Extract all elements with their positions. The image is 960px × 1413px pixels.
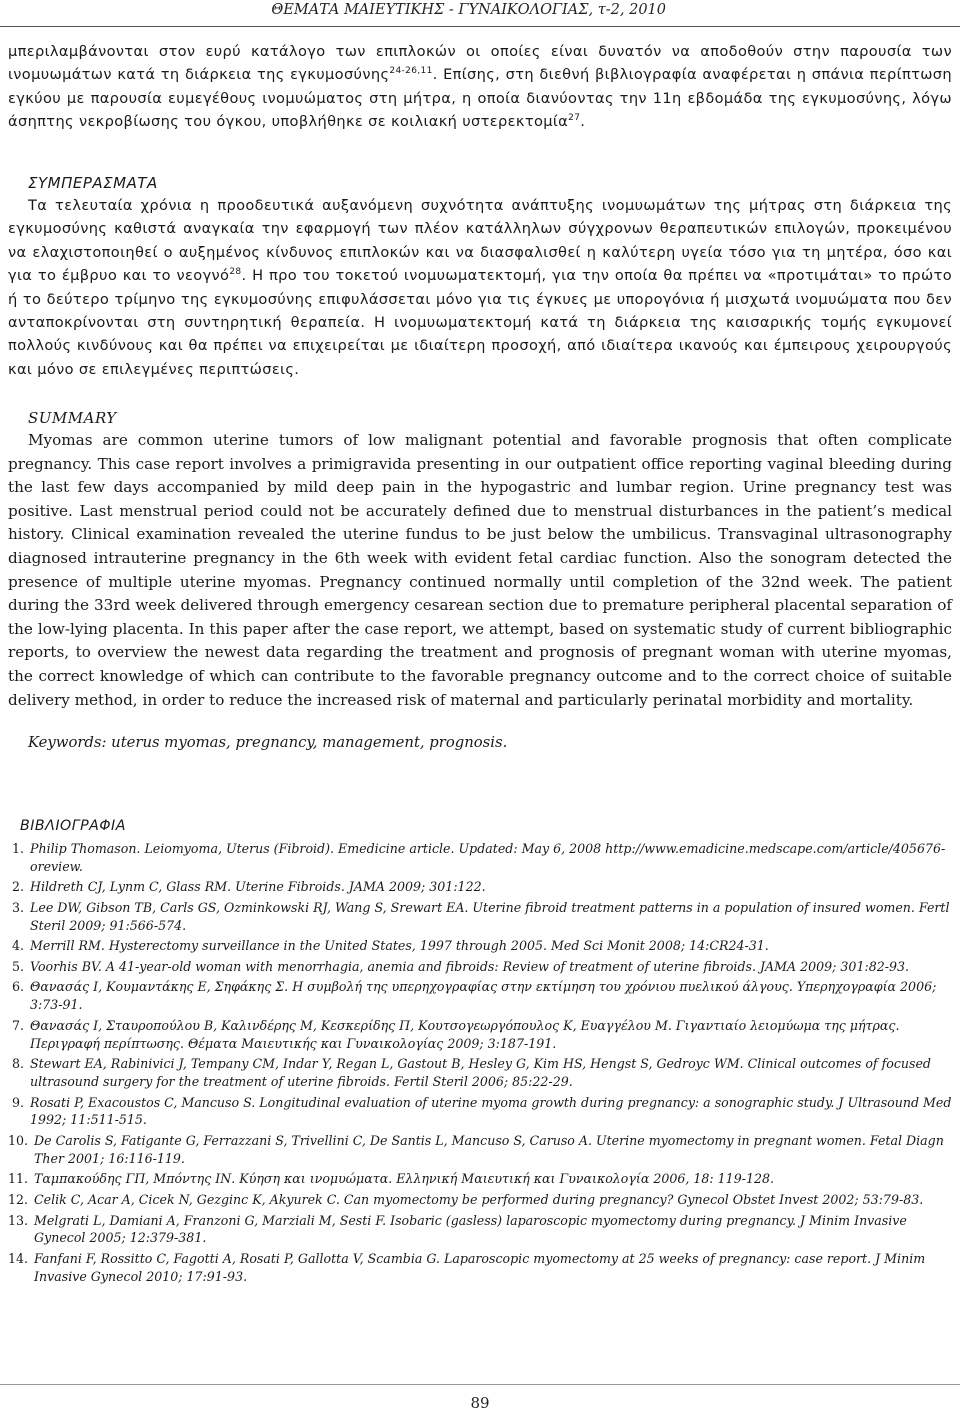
conclusions-section [8, 172, 952, 381]
reference-text: Hildreth CJ, Lynm C, Glass RM. Uterine Fibroids. JAMA 2009; 301:122. [30, 879, 486, 895]
intro-paragraph [8, 40, 952, 134]
reference-number: 5. [11, 958, 24, 974]
summary-paragraph: Myomas are common uterine tumors of low malignant potential and favorable prognosis that often complicate pregnancy. This case report involves a primigravida presenting in our outpatient office reporting vaginal bleeding during the last few days accompanied by mild deep pain in the hypogastric and lumbar region. Urine pregnancy test was positive. Last menstrual period could not be accurately defined due to menstrual disturbances in the patient’s medical history. Clinical examination revealed the uterine fundus to be just below the umbilicus. Transvaginal ultrasonography diagnosed intrauterine pregnancy in the 6th week with evident fetal cardiac function. Also the sonogram detected the presence of multiple uterine myomas. Pregnancy continued normally until completion of the 32nd week. The patient during the 33rd week delivered through emergency cesarean section due to premature peripheral placental separation of the low-lying placenta. In this paper after the case report, we attempt, based on systematic study of current bibliographic reports, to overview the newest data regarding the treatment and prognosis of pregnant woman with uterine myomas, the correct knowledge of which can contribute to the favorable pregnancy outcome and to the correct choice of suitable delivery method, in order to reduce the increased risk of maternal and particularly perinatal morbidity and mortality. [8, 431, 952, 709]
citation-sup: 27 [568, 113, 581, 124]
footer-rule [0, 1384, 960, 1385]
running-header: ΘΕΜΑΤΑ ΜΑΙΕΥΤΙΚΗΣ - ΓΥΝΑΙΚΟΛΟΓΙΑΣ, τ-2, 2010 [271, 2, 666, 18]
reference-text: Θανασάς Ι, Σταυροπούλου Β, Καλινδέρης Μ, Κεσκερίδης Π, Κουτσογεωργόπουλος Κ, Ευαγγέλου Μ. Γιγαντιαίο λειομύωμα της μήτρας. Περιγραφή περίπτωσης. Θέματα Μαιευτικής και Γυναικολογίας 2009; 3:187-191. [30, 1017, 900, 1051]
reference-item [8, 1055, 952, 1091]
reference-item [8, 1132, 952, 1168]
reference-text: Fanfani F, Rossitto C, Fagotti A, Rosati P, Gallotta V, Scambia G. Laparoscopic myomectomy at 25 weeks of pregnancy: case report. J Minim Invasive Gynecol 2010; 17:91-93. [34, 1250, 926, 1284]
reference-text: Philip Thomason. Leiomyoma, Uterus (Fibroid). Emedicine article. Updated: May 6, 2008 http://www.emadicine.medscape.com/article/405676-oreview. [30, 840, 946, 874]
reference-item [8, 899, 952, 935]
reference-item [8, 878, 952, 896]
intro-text-c: . [580, 113, 586, 131]
reference-item [8, 1191, 952, 1209]
reference-item [8, 958, 952, 976]
reference-item [8, 978, 952, 1014]
conclusions-text-b: . Η προ του τοκετού ινομυωματεκτομή, για την οποία θα πρέπει να «προτιμάται» το πρώτο ή το δεύτερο τρίμηνο της εγκυμοσύνης επιφυλάσσεται μόνο για τις έγκυες με υπορογόνια ή μισχωτά ινομυώματα που δεν ανταποκρίνονται στη συντηρητική θεραπεία. Η ινομυωματεκτομή κατά τη διάρκεια της καισαρικής τομής εγκυμονεί πολλούς κινδύνους και θα πρέπει να επιχειρείται με ιδιαίτερη προσοχή, από ιδιαίτερα ικανούς και έμπειρους χειρουργούς και μόνο σε επιλεγμένες περιπτώσεις. [8, 267, 952, 378]
citation-sup: 28 [229, 267, 242, 278]
conclusions-paragraph [8, 194, 952, 381]
header-rule [0, 26, 960, 27]
reference-number: 1. [11, 840, 24, 856]
reference-text: Rosati P, Exacoustos C, Mancuso S. Longitudinal evaluation of uterine myoma growth during pregnancy: a sonographic study. J Ultrasound Med 1992; 11:511-515. [30, 1094, 952, 1128]
reference-item [8, 1170, 952, 1188]
reference-number: 2. [11, 879, 24, 895]
reference-text: Ταμπακούδης ΓΠ, Μπόντης ΙΝ. Κύηση και ινομυώματα. Ελληνική Μαιευτική και Γυναικολογία 2006, 18: 119-128. [34, 1171, 775, 1187]
reference-item [8, 937, 952, 955]
summary-heading: SUMMARY [28, 409, 117, 427]
keywords: Keywords: uterus myomas, pregnancy, management, prognosis. [28, 734, 508, 752]
references-list [8, 840, 952, 1286]
reference-text: Merrill RM. Hysterectomy surveillance in the United States, 1997 through 2005. Med Sci Monit 2008; 14:CR24-31. [30, 938, 769, 954]
reference-item [8, 1212, 952, 1248]
reference-text: Celik C, Acar A, Cicek N, Gezginc K, Akyurek C. Can myomectomy be performed during pregnancy? Gynecol Obstet Invest 2002; 53:79-83. [34, 1191, 924, 1207]
reference-text: De Carolis S, Fatigante G, Ferrazzani S, Trivellini C, De Santis L, Mancuso S, Caruso A. Uterine myomectomy in pregnant women. Fetal Diagn Ther 2001; 16:116-119. [34, 1132, 944, 1166]
reference-number: 14. [8, 1250, 29, 1266]
reference-text: Melgrati L, Damiani A, Franzoni G, Marziali M, Sesti F. Isobaric (gasless) laparoscopic myomectomy during pregnancy. J Minim Invasive Gynecol 2005; 12:379-381. [34, 1212, 907, 1246]
conclusions-heading: ΣΥΜΠΕΡΑΣΜΑΤΑ [28, 174, 158, 192]
reference-text: Θανασάς Ι, Κουμαντάκης Ε, Σηφάκης Σ. Η συμβολή της υπερηχογραφίας στην εκτίμηση του χρόνιου πυελικού άλγους. Υπερηχογραφία 2006; 3:73-91. [30, 979, 937, 1013]
reference-text: Stewart EA, Rabinivici J, Tempany CM, Indar Y, Regan L, Gastout B, Hesley G, Kim HS, Hengst S, Gedroyc WM. Clinical outcomes of focused ultrasound surgery for the treatment of uterine fibroids. Fertil Steril 2006; 85:22-29. [30, 1056, 931, 1089]
reference-number: 6. [11, 979, 24, 995]
reference-text: Lee DW, Gibson TB, Carls GS, Ozminkowski RJ, Wang S, Srewart EA. Uterine fibroid treatment patterns in a population of insured women. Fertl Steril 2009; 91:566-574. [30, 899, 950, 933]
reference-number: 9. [11, 1094, 24, 1110]
references-section [8, 818, 952, 1288]
reference-item [8, 1094, 952, 1130]
reference-item [8, 1250, 952, 1286]
intro-text-a: μπεριλαμβάνονται στον ευρύ κατάλογο των επιπλοκών οι οποίες είναι δυνατόν να αποδοθούν στην παρουσία των ινομυωμάτων κατά τη διάρκεια της εγκυμοσύνης [8, 43, 952, 84]
reference-text: Voorhis BV. A 41-year-old woman with menorrhagia, anemia and fibroids: Review of treatment of uterine fibroids. JAMA 2009; 301:82-93. [30, 958, 910, 974]
conclusions-text-a: Τα τελευταία χρόνια η προοδευτικά αυξανόμενη συχνότητα ανάπτυξης ινομυωμάτων της μήτρας στη διάρκεια της εγκυμοσύνης καθιστά αναγκαία την εφαρμογή των πλέον κατάλληλων σύγχρονων θεραπευτικών επιλογών, προκειμένου να ελαχιστοποιηθεί ο αυξημένος κίνδυνος επιπλοκών και να διασφαλισθεί η καλύτερη υγεία τόσο για τη μητέρα, όσο και για το έμβρυο και το νεογνό [8, 197, 952, 285]
intro-text-b: . Επίσης, στη διεθνή βιβλιογραφία αναφέρεται η σπάνια περίπτωση εγκύου με παρουσία ευμεγέθους ινομυώματος στη μήτρα, η οποία διανύοντας την 11η εβδομάδα της εγκυμοσύνης, λόγω άσηπτης νεκροβίωσης του όγκου, υποβλήθηκε σε κοιλιακή υστερεκτομία [8, 66, 952, 131]
reference-number: 10. [8, 1132, 29, 1148]
reference-number: 12. [8, 1191, 29, 1207]
citation-sup: 24-26,11 [389, 66, 433, 77]
reference-item [8, 1017, 952, 1053]
reference-number: 8. [11, 1056, 24, 1072]
references-heading: ΒΙΒΛΙΟΓΡΑΦΙΑ [20, 818, 126, 834]
reference-number: 4. [11, 938, 24, 954]
reference-number: 7. [11, 1017, 24, 1033]
reference-number: 11. [8, 1171, 29, 1187]
page-number: 89 [470, 1394, 490, 1412]
summary-section [8, 407, 952, 751]
reference-item [8, 840, 952, 876]
reference-number: 3. [11, 899, 24, 915]
reference-number: 13. [8, 1212, 29, 1228]
